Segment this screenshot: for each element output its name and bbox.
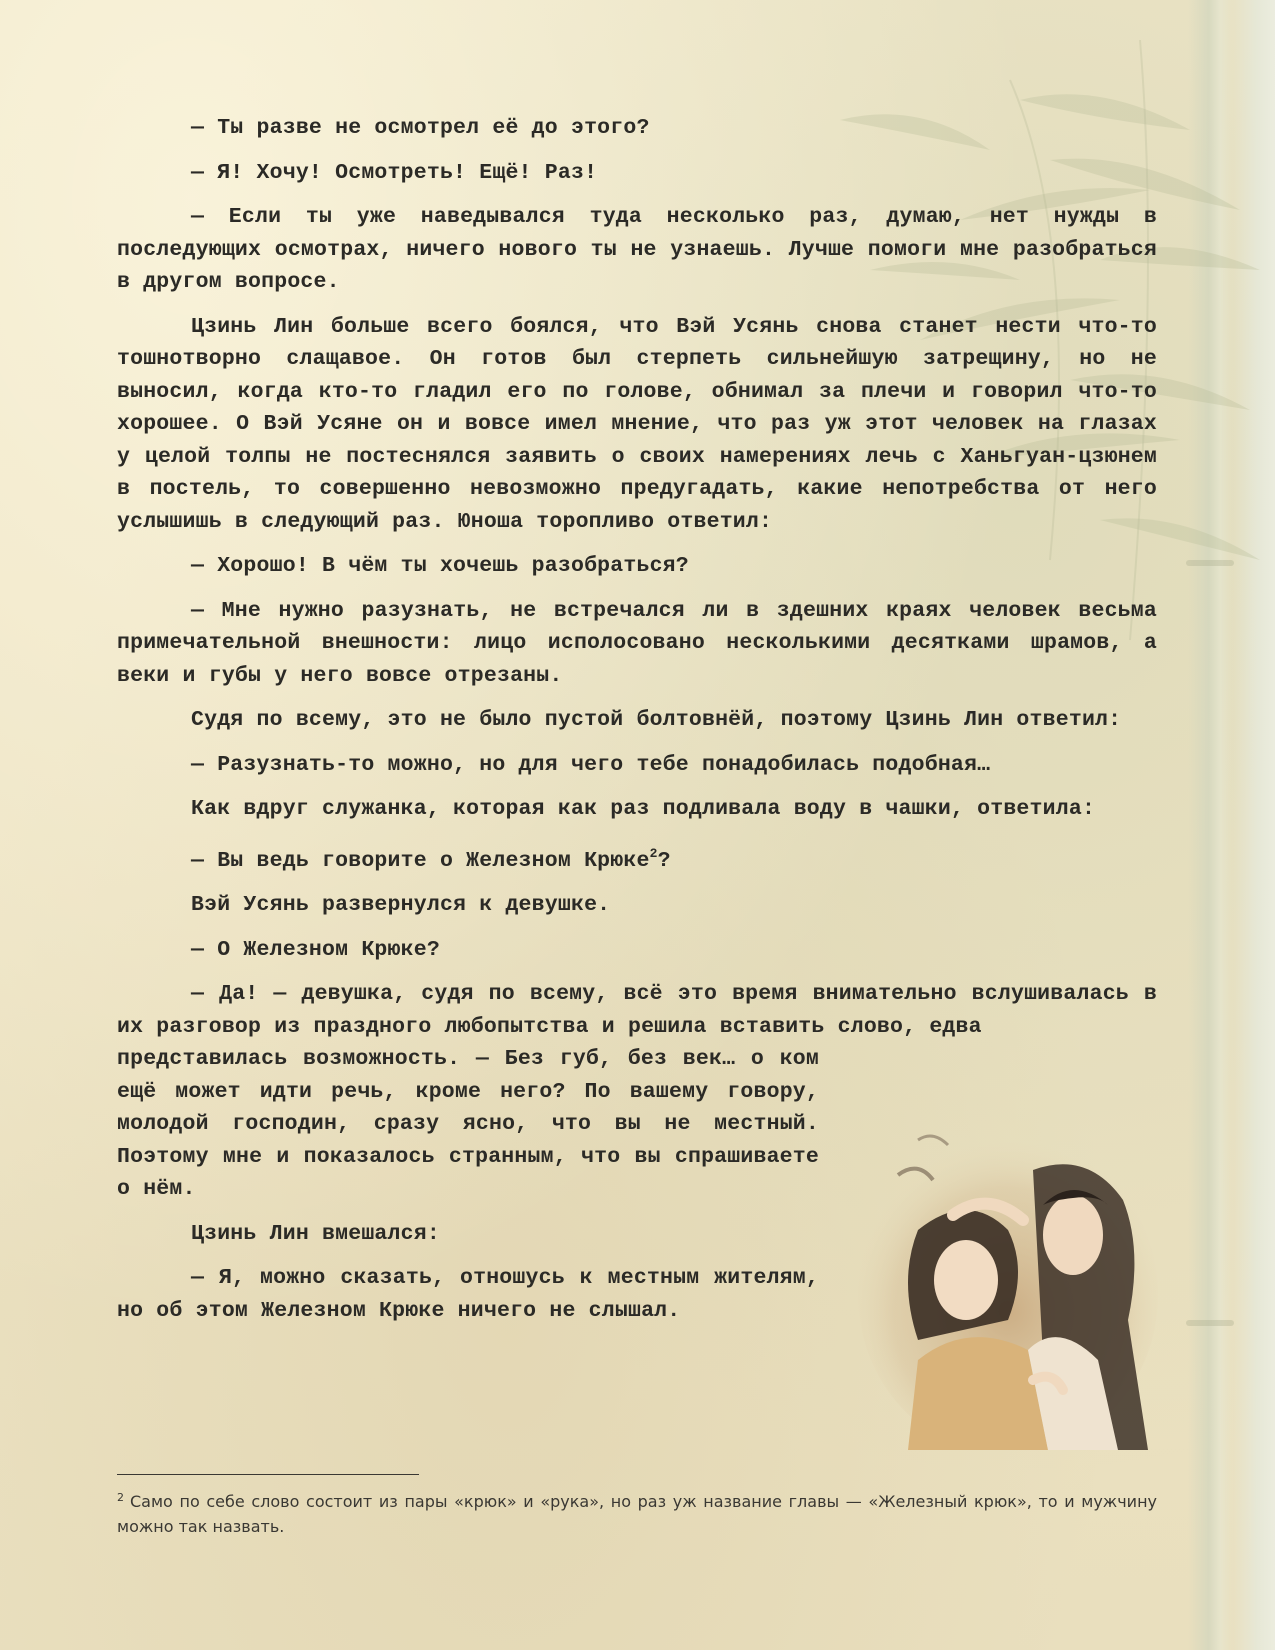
paragraph-tail: ? (657, 848, 671, 873)
footnote-number: 2 (117, 1491, 124, 1504)
paragraph: — Хорошо! В чём ты хочешь разобраться? (191, 554, 689, 578)
paragraph: — Если ты уже наведывался туда несколько раз, думаю, нет нужды в последующих осмотрах, ничего нового ты не узнаешь. Лучше помоги мне разобраться в другом вопросе. (117, 205, 1157, 294)
paragraph-text: — Вы ведь говорите о Железном Крюке (191, 848, 650, 873)
paragraph: Цзинь Лин больше всего боялся, что Вэй Усянь снова станет нести что-то тошнотворно слащавое. Он готов был стерпеть сильнейшую затрещину, но не выносил, когда кто-то гладил его по голове, обнимал за плечи и говорил что-то хорошее. О Вэй Усяне он и вовсе имел мнение, что раз уж этот человек на глазах у целой толпы не постеснялся заявить о своих намерениях лечь с Ханьгуан-цзюнем в постель, то совершенно невозможно предугадать, какие непотребства от него услышишь в следующий раз. Юноша торопливо ответил: (117, 314, 1157, 534)
paragraph: — Мне нужно разузнать, не встречался ли в здешних краях человек весьма примечательной внешности: лицо исполосовано несколькими десятками шрамов, а веки и губы у него вовсе отрезаны. (117, 598, 1157, 688)
footnote-text: Само по себе слово состоит из пары «крюк» и «рука», но раз уж название главы — «Железный крюк», то и мужчину можно так назвать. (117, 1492, 1157, 1536)
paragraph: — Разузнать-то можно, но для чего тебе понадобилась подобная… (191, 752, 991, 777)
paragraph: — О Железном Крюке? (191, 937, 440, 962)
bamboo-node (1186, 1320, 1234, 1326)
footnote (117, 1485, 1157, 1539)
paragraph: Судя по всему, это не было пустой болтовнёй, поэтому Цзинь Лин ответил: (191, 708, 1122, 732)
footnote-reference[interactable]: 2 (649, 845, 658, 861)
paragraph: Вэй Усянь развернулся к девушке. (191, 893, 611, 917)
paragraph: — Я, можно сказать, отношусь к местным жителям, но об этом Железном Крюке ничего не слышал. (117, 1266, 819, 1323)
paragraph: Цзинь Лин вмешался: (191, 1221, 440, 1246)
paragraph: представилась возможность. — Без губ, без век… о ком ещё может идти речь, кроме него? По вашему говору, молодой господин, сразу ясно, что вы не местный. Поэтому мне и показалось странным, что вы спрашиваете о нём. (117, 1047, 819, 1201)
paragraph: — Я! Хочу! Осмотреть! Ещё! Раз! (191, 160, 598, 185)
paragraph: Как вдруг служанка, которая как раз подливала воду в чашки, ответила: (191, 797, 1096, 821)
paragraph-with-footnote (117, 838, 1157, 878)
paragraph: — Ты разве не осмотрел её до этого? (191, 116, 650, 140)
character-illustration (858, 1120, 1158, 1450)
footnote-separator (117, 1474, 419, 1475)
paragraph: — Да! — девушка, судя по всему, всё это время внимательно вслушивалась в их разговор из праздного любопытства и решила вставить слово, едва (117, 982, 1157, 1039)
